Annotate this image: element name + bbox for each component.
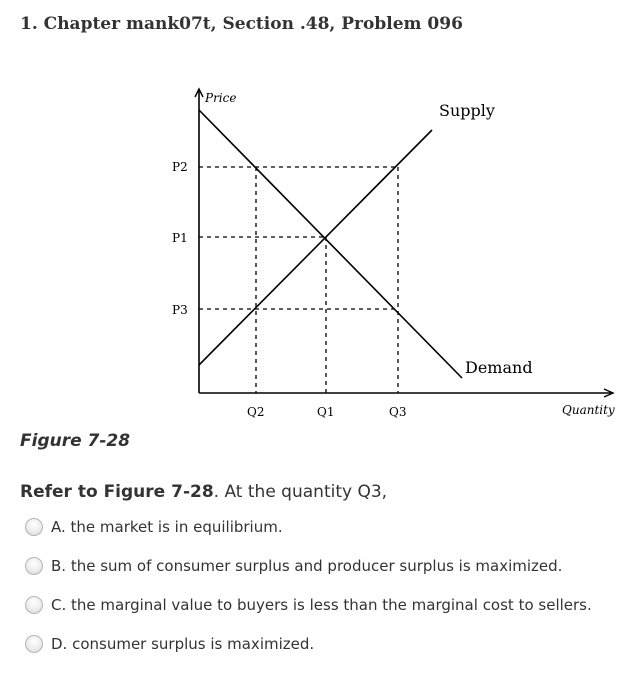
radio-button-b[interactable] (25, 557, 43, 575)
supply-curve (199, 130, 432, 365)
question-body: . At the quantity Q3, (213, 482, 388, 502)
radio-button-a[interactable] (25, 518, 43, 536)
price-label-p2: P2 (172, 160, 188, 174)
radio-button-d[interactable] (25, 635, 43, 653)
figure-caption: Figure 7-28 (20, 431, 131, 451)
answer-option-a[interactable] (25, 518, 283, 536)
answer-option-d[interactable] (25, 635, 314, 653)
y-axis-label: Price (205, 91, 237, 105)
question-text (20, 482, 387, 502)
demand-label: Demand (465, 358, 533, 377)
answer-option-a-label: A. the market is in equilibrium. (51, 518, 283, 536)
x-axis-label: Quantity (562, 403, 615, 417)
demand-curve (199, 110, 462, 378)
answer-option-b-label: B. the sum of consumer surplus and producer surplus is maximized. (51, 557, 563, 575)
quantity-label-q3: Q3 (389, 405, 407, 419)
price-label-p1: P1 (172, 231, 188, 245)
question-figure-reference: Refer to Figure 7-28 (20, 482, 214, 502)
supply-label: Supply (439, 101, 495, 120)
price-label-p3: P3 (172, 303, 188, 317)
problem-title: 1. Chapter mank07t, Section .48, Problem 096 (20, 14, 463, 34)
answer-option-c-label: C. the marginal value to buyers is less than the marginal cost to sellers. (51, 596, 592, 614)
answer-option-b[interactable] (25, 557, 562, 575)
quantity-label-q1: Q1 (317, 405, 335, 419)
answer-option-c[interactable] (25, 596, 592, 614)
radio-button-c[interactable] (25, 596, 43, 614)
quantity-label-q2: Q2 (247, 405, 265, 419)
answer-option-d-label: D. consumer surplus is maximized. (51, 635, 315, 653)
